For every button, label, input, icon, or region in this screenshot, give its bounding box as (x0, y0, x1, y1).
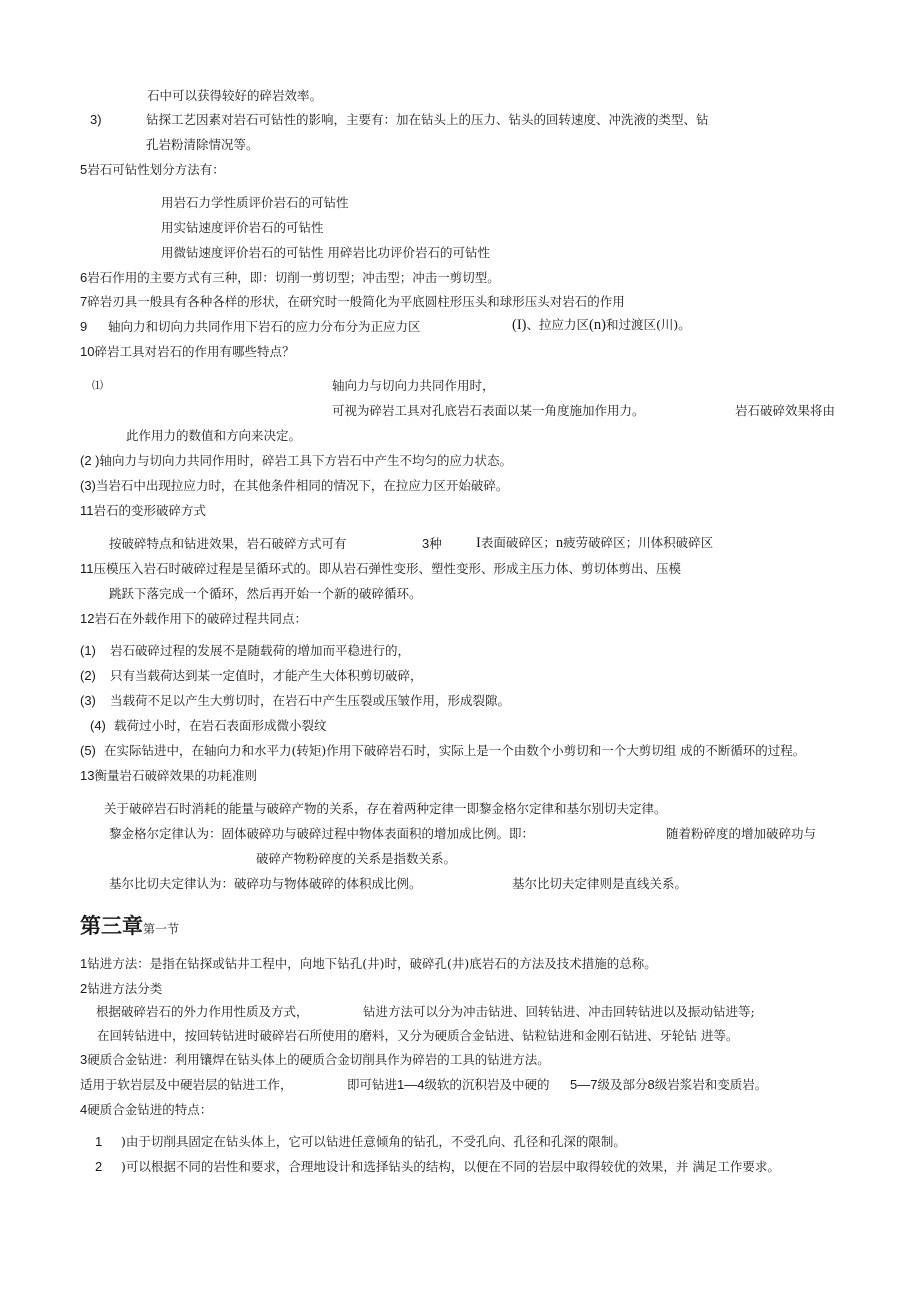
item-number: 3 (80, 1052, 88, 1067)
text-line: 破碎产物粉碎度的关系是指数关系。 (256, 851, 457, 866)
item-number: (1) (80, 643, 96, 658)
text-span: 种 (429, 536, 442, 551)
section-heading (80, 561, 681, 577)
section-heading (80, 1052, 550, 1068)
zone-label: I (476, 535, 481, 551)
item-number: (3) (80, 478, 96, 493)
text-line: 可视为碎岩工具对孔底岩石表面以某一角度施加作用力。 (332, 403, 645, 418)
item-number: 7 (80, 294, 88, 309)
section-heading (80, 344, 294, 360)
text-line: 基尔比切夫定律则是直线关系。 (512, 876, 688, 891)
item-number: 10 (80, 344, 95, 359)
text-span: 轴向力与切向力共同作用时，碎岩工具下方岩石中产生不均匀的应力状态。 (99, 453, 513, 468)
heading-text: 硬质合金钻进：利用镶焊在钻头体上的硬质合金切削具作为碎岩的工具的钻进方法。 (87, 1052, 550, 1067)
text-line: 按破碎特点和钻进效果，岩石破碎方式可有 (109, 536, 347, 551)
item-number: (3) (80, 693, 96, 708)
heading-text: 岩石的变形破碎方式 (93, 503, 207, 518)
text-line: 随着粉碎度的增加破碎功与 (666, 826, 817, 841)
item-number: 11 (80, 561, 94, 576)
text-line: 用实钻速度评价岩石的可钻性 (161, 220, 324, 235)
chapter-heading: 第三章 (80, 914, 143, 938)
heading-text: 硬质合金钻进的特点： (87, 1102, 213, 1117)
text-line (512, 317, 691, 333)
text-span: 级岩浆岩和变质岩。 (654, 1077, 768, 1092)
item-number: 1 (80, 956, 88, 971)
heading-text: 衡量岩石破碎效果的功耗准则 (94, 768, 257, 783)
heading-text: 钻进方法分类 (87, 981, 163, 996)
text-line: 孔岩粉清除情况等。 (146, 137, 259, 152)
section-heading (80, 294, 625, 310)
heading-text: 钻进方法：是指在钻探或钻井工程中，向地下钻孔(井)时，破碎孔(井)底岩石的方法及技术措施的总称。 (87, 956, 657, 971)
text-span: 和过渡区(川)。 (605, 317, 691, 332)
zone-label: (n) (589, 317, 606, 333)
text-line: 岩石破碎效果将由 (735, 403, 836, 418)
item-number: ⑴ (92, 379, 103, 392)
grade-range: 1—4 (397, 1077, 425, 1092)
text-line: 用岩石力学性质评价岩石的可钻性 (161, 195, 349, 210)
zone-label: (I) (512, 317, 527, 333)
heading-text: 岩石在外载作用下的破碎过程共同点： (94, 611, 307, 626)
item-number: 6 (80, 270, 88, 285)
item-number: 5 (80, 162, 88, 177)
text-line: 当载荷不足以产生大剪切时，在岩石中产生压裂或压皱作用，形成裂隙。 (110, 693, 511, 708)
text-line: 石中可以获得较好的碎岩效率。 (147, 88, 323, 103)
text-line: 黎金格尔定律认为：固体破碎功与破碎过程中物体表面积的增加成比例。即： (109, 826, 535, 841)
text-line (570, 1077, 767, 1093)
heading-text: 压模压入岩石时破碎过程是呈循环式的。即从岩石弹性变形、塑性变形、形成主压力体、剪切体剪出、压模 (93, 561, 682, 576)
item-number: (4) (90, 718, 106, 733)
grade-range: 5—7 (570, 1077, 598, 1092)
text-line: 载荷过小时，在岩石表面形成微小裂纹 (114, 718, 327, 733)
heading-text: 碎岩工具对岩石的作用有哪些特点？ (94, 344, 295, 359)
text-line: 轴向力与切向力共同作用时， (332, 378, 495, 393)
text-line: 钻进方法可以分为冲击钻进、回转钻进、冲击回转钻进以及振动钻进等; (363, 1004, 755, 1019)
item-number: 2 (80, 981, 88, 996)
text-line (80, 478, 508, 494)
section-heading (80, 981, 162, 997)
text-span: 级及部分 (597, 1077, 648, 1092)
section-heading (80, 270, 500, 286)
item-number: (2) (80, 668, 96, 683)
section-heading (80, 611, 307, 627)
text-line (476, 535, 713, 551)
item-number: 13 (80, 768, 95, 783)
text-line: 基尔比切夫定律认为：破碎功与物体破碎的体积成比例。 (109, 876, 422, 891)
heading-text: 碎岩刃具一般具有各种各样的形状，在研究时一般简化为平底圆柱形压头和球形压头对岩石的作用 (87, 294, 625, 309)
text-line (347, 1077, 550, 1093)
section-heading (80, 768, 257, 784)
text-line (422, 536, 442, 552)
zone-label: n (555, 535, 564, 551)
text-line: 岩石破碎过程的发展不是随载荷的增加而平稳进行的， (110, 643, 411, 658)
grade-value: 8 (647, 1077, 655, 1092)
item-number: 11 (80, 503, 94, 518)
item-number: 3) (90, 112, 102, 127)
text-line (80, 453, 512, 469)
heading-text: 岩石可钻性划分方法有： (87, 162, 225, 177)
text-span: 即可钻进 (347, 1077, 398, 1092)
section-heading (80, 162, 225, 178)
text-line: 关于破碎岩石时消耗的能量与破碎产物的关系，存在着两种定律一即黎金格尔定律和基尔别切夫定律。 (104, 801, 667, 816)
text-span: 级软的沉积岩及中硬的 (424, 1077, 550, 1092)
item-number: 1 (95, 1134, 103, 1149)
text-span: 疲劳破碎区；川体积破碎区 (563, 535, 714, 550)
text-line: 在实际钻进中，在轴向力和水平力(转矩)作用下破碎岩石时，实际上是一个由数个小剪切和一个大剪切组 成的不断循环的过程。 (104, 743, 806, 758)
text-line: 钻探工艺因素对岩石可钻性的影响，主要有：加在钻头上的压力、钻头的回转速度、冲洗液的类型、钻 (146, 112, 709, 127)
item-number: 4 (80, 1102, 88, 1117)
item-number: (2 ) (80, 453, 100, 468)
item-number: 9 (80, 319, 88, 334)
text-line: 在回转钻进中，按回转钻进时破碎岩石所使用的磨料，又分为硬质合金钻进、钻粒钻进和金刚石钻进、牙轮钻 进等。 (97, 1028, 739, 1043)
count-value: 3 (422, 536, 430, 551)
item-number: (5) (80, 743, 96, 758)
text-line: 此作用力的数值和方向来决定。 (126, 428, 302, 443)
text-line: )由于切削具固定在钻头体上，它可以钻进任意倾角的钻孔，不受孔向、孔径和孔深的限制。 (121, 1134, 626, 1149)
text-line: )可以根据不同的岩性和要求，合理地设计和选择钻头的结构，以便在不同的岩层中取得较优的效果，并 满足工作要求。 (121, 1159, 780, 1174)
chapter-title (80, 913, 179, 942)
text-line: 适用于软岩层及中硬岩层的钻进工作， (80, 1077, 293, 1092)
text-line: 根据破碎岩石的外力作用性质及方式， (96, 1004, 309, 1019)
text-line: 轴向力和切向力共同作用下岩石的应力分布分为正应力区 (108, 319, 421, 334)
section-heading (80, 503, 206, 519)
item-number: 12 (80, 611, 95, 626)
text-line: 只有当载荷达到某一定值时，才能产生大体积剪切破碎， (110, 668, 423, 683)
section-subtitle: 第一节 (143, 922, 180, 936)
text-span: 、拉应力区 (526, 317, 590, 332)
section-heading (80, 1102, 212, 1118)
text-span: 表面破碎区； (480, 535, 556, 550)
text-line: 用微钻速度评价岩石的可钻性 用碎岩比功评价岩石的可钻性 (161, 245, 490, 260)
text-span: 当岩石中出现拉应力时，在其他条件相同的情况下，在拉应力区开始破碎。 (95, 478, 509, 493)
text-line: 跳跃下落完成一个循环，然后再开始一个新的破碎循环。 (109, 586, 422, 601)
section-heading (80, 956, 657, 972)
heading-text: 岩石作用的主要方式有三种，即：切削一剪切型；冲击型；冲击一剪切型。 (87, 270, 500, 285)
item-number: 2 (95, 1159, 103, 1174)
